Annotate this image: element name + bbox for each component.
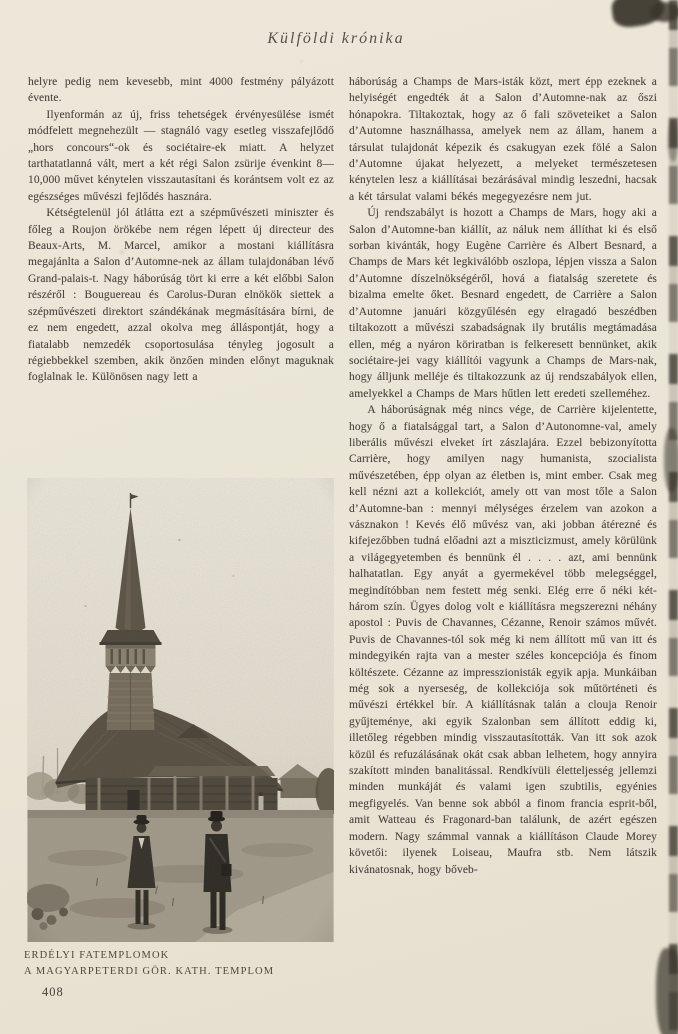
page-title: Külföldi krónika xyxy=(267,30,405,47)
left-column xyxy=(24,74,334,1034)
paragraph: A háborúságnak még nincs vége, de Carrière kijelentette, hogy ő a fiatalsággal tart, a Salon d’Autonomne-val, amely liberális művészi elveket írt zászlajára. Ezzel bebizonyította Carrière, hogy amilyen nagy humanista, szocialista művészetében, épp olyan az életben is, mint ember. Csak meg kell nézni azt a kollekciót, amely ott van most tőle a Salon d’Automne-ban : mennyi mélységes érzelem van azokon a vásznakon ! Kevés élő művész van, aki jobban átérezné és kifejezőbben tudná előadni azt a miszticizmust, amely körülünk a világegyetemben és bennünk él . . . . azt, ami bennünk halhatatlan. Egy anyát a gyermekével több melegséggel, megindítóbban nem festett még senki. Elég erre ő néki két-három szín. Ügyes dolog volt e kiállításra megszerezni néhány apostol : Puvis de Chavannes, Cézanne, Renoir számos művét. Puvis de Chavannes-tól sok még ki nem állított mű van itt és mindegyikén rajta van a mester széles koncepciója és finom költészete. Cézanne az impresszionisták egyik apja. Munkáiban még sok a nyerseség, de kollekciója sok műtörténeti és művészi értékkel bír. A kiállításnak talán a clouja Renoir gyűjteménye, aki egyik Szalonban sem állított eddig ki, illetőleg régebben mindig visszautasították. Van itt sok azok közül és refuzálásának okát csak abban lelhetem, hogy annyira szakított minden banalitással. Rendkívüli életteljesség jellemzi minden munkáját és valami igen szubtilis, egyénies megfigyelés. Van benne sok abból a finom francia esprit-ből, amit Watteau és Fragonard-ban találunk, de azért egészen modern. Nagy számmal vannak a kiállításon Claude Morey követői: ilyenek Loiseau, Maufra stb. Nem látszik kivánatosnak, hogy bőveb- xyxy=(349,404,657,876)
paragraph: háborúság a Champs de Mars-isták közt, mert épp ezeknek a helyiségét engedték át a Salon d’Automne-nak az őszi hónapokra. Tiltakoztak, hogy az ő fali szöveteiket a Salon d’Automne használhassa, amelyek nem az állam, hanem a társulat tulajdonát képezik és csakugyan ezek fölé a Salon d’Automne újakat helyezett, a melyeket természetesen kénytelen lesz a kiállításai bezárásával mindig leszedni, hacsak a két társulat valami békés megegyezésre nem jut. xyxy=(349,76,657,203)
caption-series-title: ERDÉLYI FATEMPLOMOK xyxy=(24,950,170,961)
paper-speck xyxy=(300,60,303,63)
scan-blot xyxy=(656,948,678,1034)
caption-subject: A MAGYARPETERDI GÖR. KATH. TEMPLOM xyxy=(24,965,275,977)
scan-blot xyxy=(668,120,678,162)
paragraph: Kétségtelenül jól átlátta ezt a szépművészeti miniszter és főleg a Roujon örökébe nem régen lépett új directeur des Beaux-Arts, M. Marcel, amikor a mostani kiállításra megajánlta a Salon d’Automne-nek az állam tulajdonában lévő Grand-palais-t. Nagy háborúság tört ki erre a két előbbi Salon részéről : Bouguereau és Carolus-Duran elnökök siettek a szépművészeti direktort szándékának megmásítására bírni, de ez nem engedett, azzal okolva meg álláspontját, hogy a fiatalabb nemzedék csoportosulása tényleg jogosult a régiebbekkel szemben, akik önzően minden előnyt maguknak foglalnak le. Különösen nagy lett a xyxy=(28,207,334,384)
photo-caption xyxy=(24,948,334,979)
page-number: 408 xyxy=(42,985,64,999)
paragraph: Ilyenformán az új, friss tehetségek érvényesülése ismét módfelett megnehezült — stagnáló vagy esetleg visszafejlődő „hors concours“-ok és sociétaire-ek miatt. A helyzet tarthatatlanná vált, mert a két régi Salon zsürije évenkint 8—10,000 művet kénytelen visszautasítani és korántsem volt ez az egészséges művészi fejlődés hasznára. xyxy=(28,108,334,203)
scan-blot xyxy=(664,428,678,492)
paragraph: Új rendszabályt is hozott a Champs de Mars, hogy aki a Salon d’Automne-ban kiállít, az náluk nem állíthat ki és első sorban kivánták, hogy Eugène Carrière és Albert Besnard, a Champs de Mars két legkiválóbb oszlopa, lépjen vissza a Salon d’Automne díszelnökségéről, hová a fiatalság szeretete és bizalma emelte őket. Besnard engedett, de Carrière a Salon d’Automne januári közgyűlésén egy elragadó beszédben tiltakozott a művészi szabadságnak ily brutális megtámadása ellen, még a nyáron köriratban is felkeresett bennünket, akik sociétaire-jei vagy kiállítói vagyunk a Champs de Mars-nak, hogy álljunk melléje és tiltakozzunk az új rendszabályok ellen, amelyekkel a Champs de Mars hűtlen lett eredeti szelleméhez. xyxy=(349,207,657,400)
scan-blot xyxy=(650,2,678,22)
photo-vignette xyxy=(28,478,334,942)
right-column xyxy=(349,74,657,1034)
church-photo xyxy=(27,478,334,942)
paragraph: helyre pedig nem kevesebb, mint 4000 festmény pályázott évente. xyxy=(28,76,334,105)
